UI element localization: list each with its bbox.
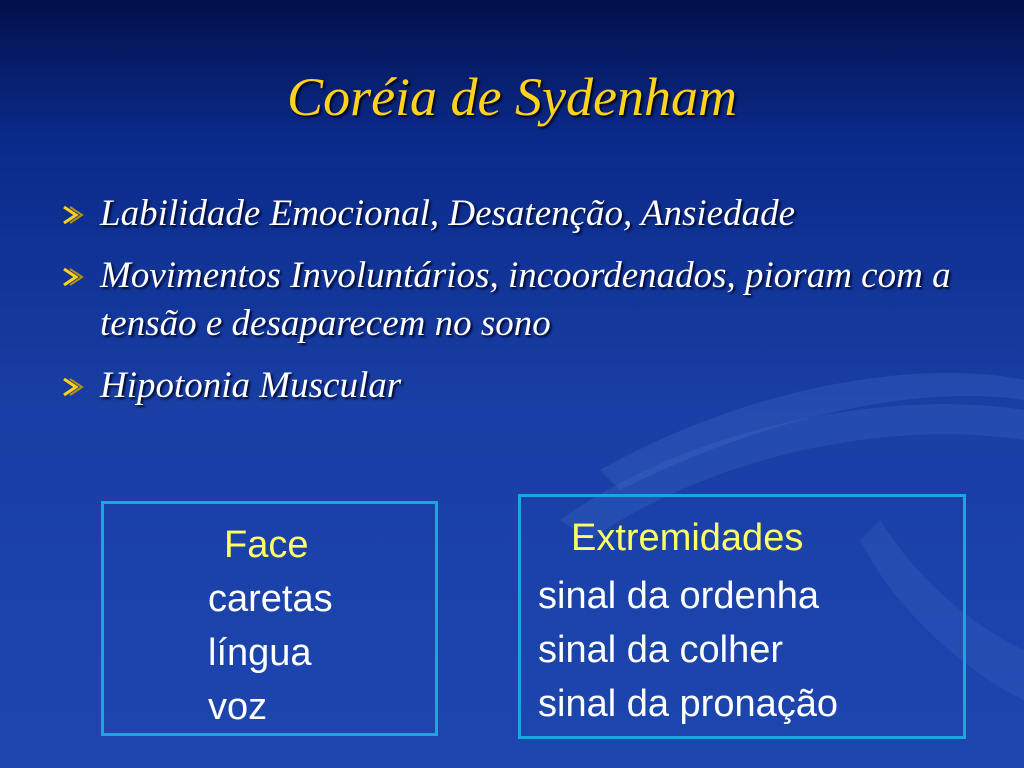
extremities-box-title: Extremidades (571, 517, 804, 559)
extremities-box-items (538, 569, 838, 731)
extremities-item: sinal da ordenha (538, 575, 819, 617)
bullet-text: Labilidade Emocional, Desatenção, Ansiedade (100, 193, 796, 234)
bullet-text: Hipotonia Muscular (100, 365, 402, 406)
bullet-item (62, 190, 982, 238)
bullet-item (62, 362, 982, 410)
bullet-item (62, 252, 982, 348)
extremities-item: sinal da pronação (538, 683, 838, 725)
chevron-right-icon (62, 377, 84, 397)
slide-title: Coréia de Sydenham (287, 67, 737, 127)
face-item: caretas (208, 578, 333, 620)
face-box-items (208, 572, 333, 734)
chevron-right-icon (62, 205, 84, 225)
chevron-right-icon (62, 267, 84, 287)
face-box (101, 501, 438, 736)
face-item: língua (208, 632, 312, 674)
extremities-box (518, 494, 966, 739)
bullet-list (62, 190, 982, 424)
face-box-title: Face (224, 524, 309, 566)
bullet-text: Movimentos Involuntários, incoordenados, pioram com a tensão e desaparecem no sono (100, 255, 951, 344)
face-item: voz (208, 686, 268, 728)
extremities-item: sinal da colher (538, 629, 784, 671)
